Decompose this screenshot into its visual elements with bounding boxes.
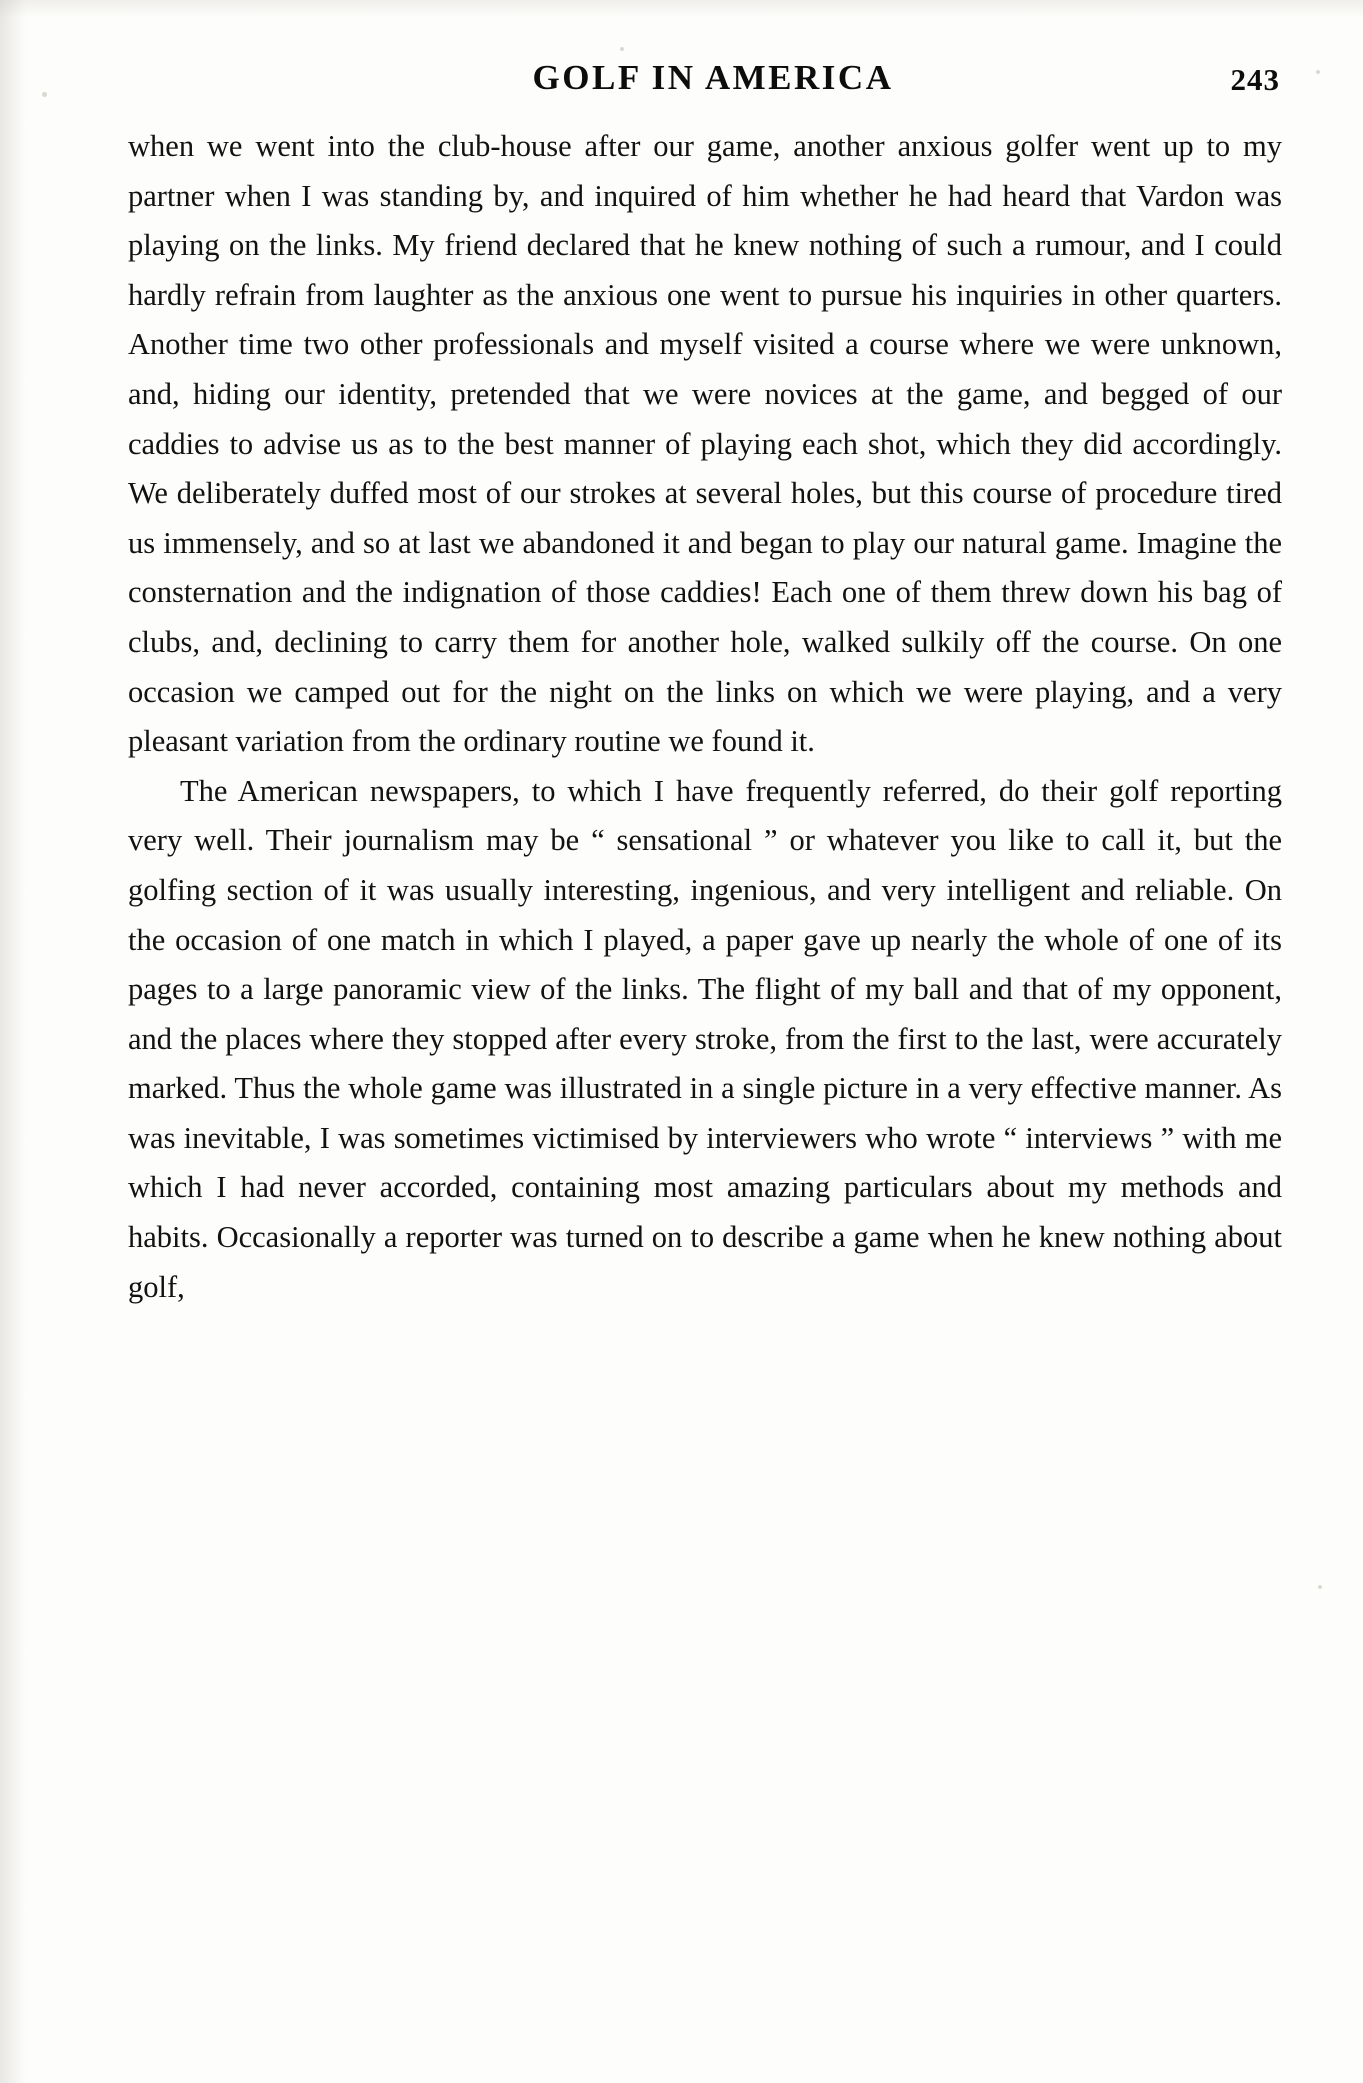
scan-speck: [42, 92, 47, 97]
body-text: [128, 122, 1298, 1312]
paragraph: The American newspapers, to which I have frequently referred, do their golf reporting very well. Their journalism may be “ sensational ” or whatever you like to call it, but the golfing section of it was usually interesting, ingenious, and very intelligent and reliable. On the occasion of one match in which I played, a paper gave up nearly the whole of one of its pages to a large panoramic view of the links. The flight of my ball and that of my opponent, and the places where they stopped after every stroke, from the first to the last, were accurately marked. Thus the whole game was illustrated in a single picture in a very effective manner. As was inevitable, I was sometimes victimised by interviewers who wrote “ interviews ” with me which I had never accorded, containing most amazing particulars about my methods and habits. Occasionally a reporter was turned on to describe a game when he knew nothing about golf,: [128, 773, 1282, 1304]
scan-speck: [1316, 70, 1320, 74]
page-number: 243: [1230, 62, 1280, 97]
scan-speck: [620, 47, 624, 51]
page-content: [128, 58, 1298, 1312]
running-head: [128, 58, 1298, 112]
page-title: GOLF IN AMERICA: [532, 58, 894, 97]
scan-speck: [1318, 1585, 1322, 1589]
page-edge-shadow-left: [0, 0, 26, 2083]
paragraph: when we went into the club-house after our game, another anxious golfer went up to my partner when I was standing by, and inquired of him whether he had heard that Vardon was playing on the links. My friend declared that he knew nothing of such a rumour, and I could hardly refrain from laughter as the anxious one went to pursue his inquiries in other quarters. Another time two other professionals and myself visited a course where we were unknown, and, hiding our identity, pretended that we were novices at the game, and begged of our caddies to advise us as to the best manner of playing each shot, which they did accordingly. We deliberately duffed most of our strokes at several holes, but this course of procedure tired us immensely, and so at last we abandoned it and began to play our natural game. Imagine the consternation and the indignation of those caddies! Each one of them threw down his bag of clubs, and, declining to carry them for another hole, walked sulkily off the course. On one occasion we camped out for the night on the links on which we were playing, and a very pleasant variation from the ordinary routine we found it.: [128, 129, 1282, 759]
page-edge-shadow-top: [0, 0, 1363, 18]
